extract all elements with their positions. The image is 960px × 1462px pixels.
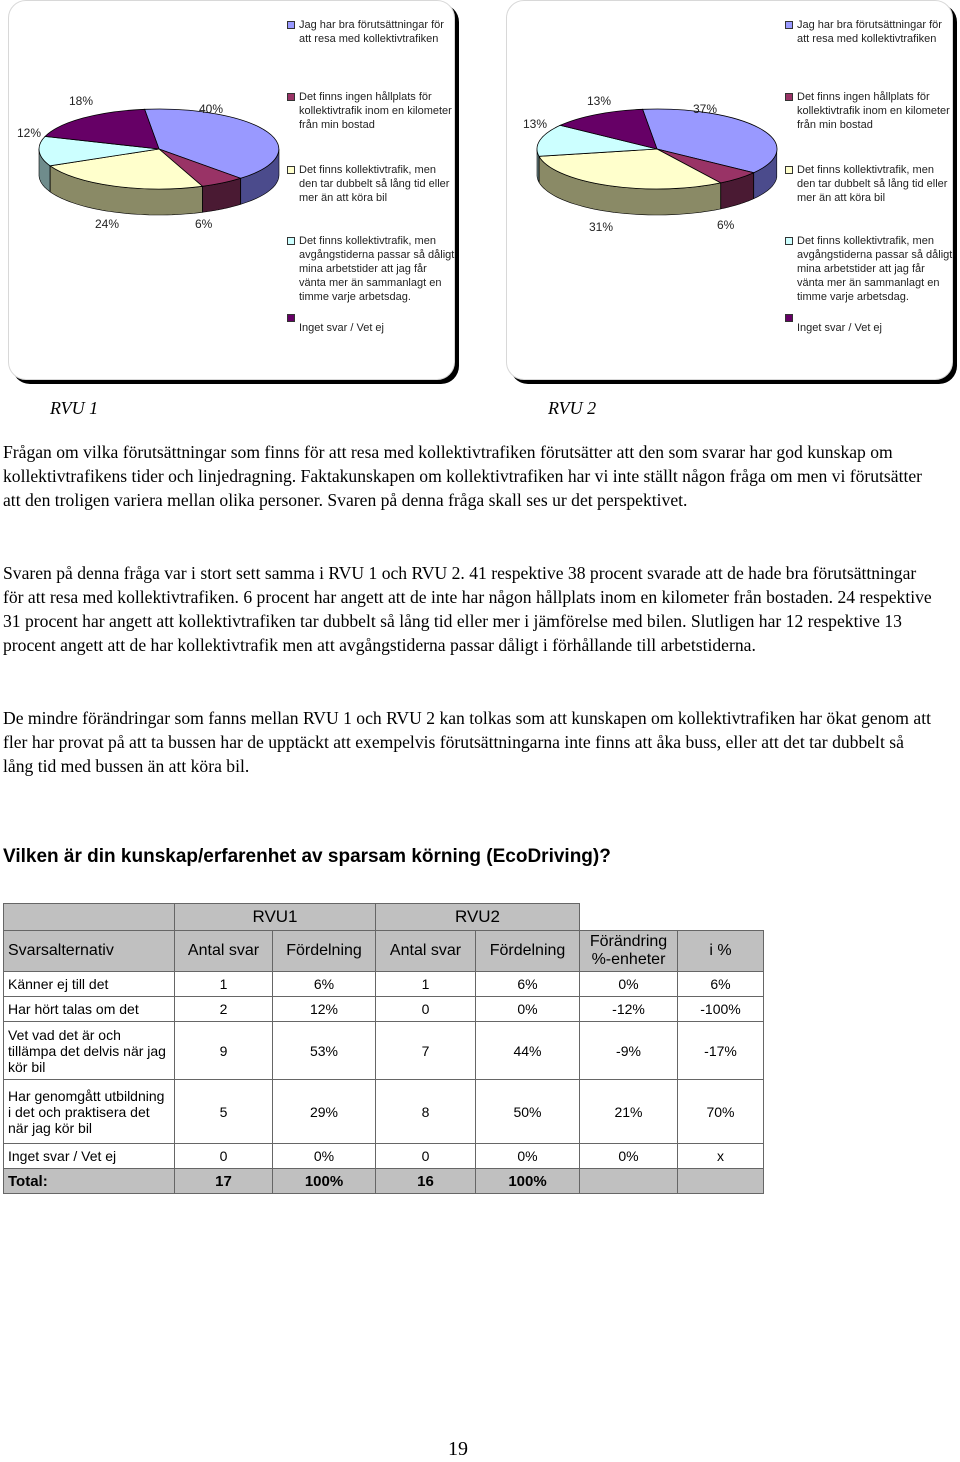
table-cell: Vet vad det är och tillämpa det delvis när jag kör bil: [4, 1022, 175, 1080]
pie2-label-slice-1: 37%: [693, 102, 718, 116]
table-cell: 12%: [273, 997, 376, 1022]
table-cell: 0%: [476, 997, 580, 1022]
chart-caption-rvu1: RVU 1: [50, 398, 99, 418]
pie2-label-slice-5: 13%: [587, 94, 612, 108]
pie2-legend-item: [785, 18, 953, 46]
table-cell: 0: [175, 1144, 273, 1169]
total-cell: [580, 1169, 678, 1194]
table-cell: 70%: [678, 1080, 764, 1144]
pie-svg-rvu1: [9, 1, 287, 379]
legend-swatch: [287, 93, 295, 101]
legend-swatch: [785, 93, 793, 101]
table-cell: 0%: [580, 1144, 678, 1169]
header-forandring: Förändring %-enheter: [580, 931, 678, 972]
table-cell: 6%: [678, 972, 764, 997]
legend-swatch: [287, 237, 295, 245]
pie2-legend-item: [785, 234, 953, 304]
table-cell: 1: [175, 972, 273, 997]
table-cell: Har genomgått utbildning i det och praktisera det när jag kör bil: [4, 1080, 175, 1144]
pie1-legend-item: [287, 18, 455, 46]
table-cell: 0%: [476, 1144, 580, 1169]
table-cell: Känner ej till det: [4, 972, 175, 997]
table-cell: 2: [175, 997, 273, 1022]
pie1-label-slice-1: 40%: [199, 102, 224, 116]
header-i-procent: i %: [678, 931, 764, 972]
table-cell: 0: [376, 997, 476, 1022]
legend-label: Det finns ingen hållplats för kollektivtrafik inom en kilometer från min bostad: [797, 91, 950, 131]
pie2-legend-item: [785, 163, 953, 205]
legend-label: Det finns kollektivtrafik, men avgångstiderna passar så dåligt mina arbetstider att jag får vänta mer än sammanlagt en timme varje arbetsdag.: [299, 235, 455, 303]
legend-label: Det finns kollektivtrafik, men avgångstiderna passar så dåligt mina arbetstider att jag får vänta mer än sammanlagt en timme varje arbetsdag.: [797, 235, 953, 303]
table-cell: -9%: [580, 1022, 678, 1080]
paragraph-1: Frågan om vilka förutsättningar som finns för att resa med kollektivtrafiken förutsätter att den som svarar har god kunskap om kollektivtrafikens tider och linjedragning. Faktakunskapen om kollektivtrafiken har vi inte ställt någon fråga om men vi förutsätter att den troligen variera mellan olika personer. Svaren på denna fråga skall ses ur det perspektivet.: [3, 442, 923, 510]
section-heading: Vilken är din kunskap/erfarenhet av sparsam körning (EcoDriving)?: [3, 846, 611, 867]
header-svarsalternativ: Svarsalternativ: [4, 931, 175, 972]
table-cell: 0%: [273, 1144, 376, 1169]
table-cell: Inget svar / Vet ej: [4, 1144, 175, 1169]
legend-label: Inget svar / Vet ej: [299, 322, 384, 334]
table-cell: x: [678, 1144, 764, 1169]
table-row: [4, 997, 764, 1022]
legend-label: Det finns kollektivtrafik, men den tar dubbelt så lång tid eller mer än att köra bil: [299, 164, 450, 204]
pie2-label-slice-2: 6%: [717, 218, 735, 232]
legend-swatch: [287, 166, 295, 174]
pie2-label-slice-3: 31%: [589, 220, 614, 234]
legend-swatch: [785, 237, 793, 245]
total-cell: 100%: [476, 1169, 580, 1194]
chart-caption-rvu2: RVU 2: [548, 398, 597, 418]
header-fordelning-rvu2: Fördelning: [476, 931, 580, 972]
table-row: [4, 972, 764, 997]
table-cell: 9: [175, 1022, 273, 1080]
table-cell: 21%: [580, 1080, 678, 1144]
table-group-header-row: [4, 904, 764, 931]
table-row: [4, 1080, 764, 1144]
table-cell: 1: [376, 972, 476, 997]
group-header-rvu2: RVU2: [376, 904, 580, 931]
pie1-legend-item: [287, 311, 455, 334]
table-cell: 53%: [273, 1022, 376, 1080]
table-cell: 8: [376, 1080, 476, 1144]
legend-label: Inget svar / Vet ej: [797, 322, 882, 334]
legend-label: Det finns kollektivtrafik, men den tar dubbelt så lång tid eller mer än att köra bil: [797, 164, 948, 204]
table-cell: 29%: [273, 1080, 376, 1144]
pie1-label-slice-3: 24%: [95, 217, 120, 231]
pie1-legend-item: [287, 90, 455, 132]
total-cell: [678, 1169, 764, 1194]
pie1-legend-item: [287, 163, 455, 205]
legend-label: Jag har bra förutsättningar för att resa med kollektivtrafiken: [299, 19, 444, 45]
table-cell: 6%: [476, 972, 580, 997]
paragraph-3: De mindre förändringar som fanns mellan RVU 1 och RVU 2 kan tolkas som att kunskapen om kollektivtrafiken har ökat genom att fler har provat på att ta bussen har de upptäckt att exempelvis förutsättningarna inte finns att åka buss, eller att det tar dubbelt så lång tid med bussen än att köra bil.: [3, 708, 931, 776]
header-fordelning-rvu1: Fördelning: [273, 931, 376, 972]
table-cell: 0%: [580, 972, 678, 997]
total-cell: 100%: [273, 1169, 376, 1194]
table-cell: -12%: [580, 997, 678, 1022]
legend-swatch: [785, 166, 793, 174]
pie2-legend-item: [785, 311, 953, 334]
pie-chart-rvu1: [8, 0, 455, 380]
ecodriving-table: [3, 903, 764, 1194]
table-cell: 44%: [476, 1022, 580, 1080]
table-cell: Har hört talas om det: [4, 997, 175, 1022]
total-cell: 17: [175, 1169, 273, 1194]
table-cell: 5: [175, 1080, 273, 1144]
group-header-rvu1: RVU1: [175, 904, 376, 931]
table-cell: 0: [376, 1144, 476, 1169]
table-cell: -17%: [678, 1022, 764, 1080]
total-label: Total:: [4, 1169, 175, 1194]
table-header-empty: [580, 904, 678, 931]
pie1-label-slice-4: 12%: [17, 126, 42, 140]
header-antal-svar-rvu1: Antal svar: [175, 931, 273, 972]
header-antal-svar-rvu2: Antal svar: [376, 931, 476, 972]
pie2-legend-item: [785, 90, 953, 132]
table-row: [4, 1022, 764, 1080]
legend-label: Det finns ingen hållplats för kollektivtrafik inom en kilometer från min bostad: [299, 91, 452, 131]
paragraph-2: Svaren på denna fråga var i stort sett samma i RVU 1 och RVU 2. 41 respektive 38 procent svarade att de hade bra förutsättningar för att resa med kollektivtrafiken. 6 procent har angett att de inte har någon hållplats inom en kilometer från bostaden. 24 respektive 31 procent har angett att kollektivtrafiken tar dubbelt så lång tid eller mer i jämförelse med bilen. Slutligen har 12 respektive 13 procent angett att de har kollektivtrafik men att avgångstiderna passar dåligt i förhållande till arbetstiderna.: [3, 563, 932, 655]
table-cell: 6%: [273, 972, 376, 997]
pie-chart-rvu2: [506, 0, 953, 380]
table-cell: 7: [376, 1022, 476, 1080]
table-row: [4, 1144, 764, 1169]
table-total-row: [4, 1169, 764, 1194]
pie1-label-slice-2: 6%: [195, 217, 213, 231]
table-cell: -100%: [678, 997, 764, 1022]
table-cell: 50%: [476, 1080, 580, 1144]
table-header-cell: [4, 904, 175, 931]
table-header-empty: [678, 904, 764, 931]
page-number: 19: [448, 1438, 468, 1460]
total-cell: 16: [376, 1169, 476, 1194]
legend-swatch: [785, 21, 793, 29]
pie1-label-slice-5: 18%: [69, 94, 94, 108]
legend-swatch: [287, 21, 295, 29]
pie1-legend-item: [287, 234, 455, 304]
pie-svg-rvu2: [507, 1, 785, 379]
table-header-row: [4, 931, 764, 972]
legend-label: Jag har bra förutsättningar för att resa med kollektivtrafiken: [797, 19, 942, 45]
pie2-label-slice-4: 13%: [523, 117, 548, 131]
